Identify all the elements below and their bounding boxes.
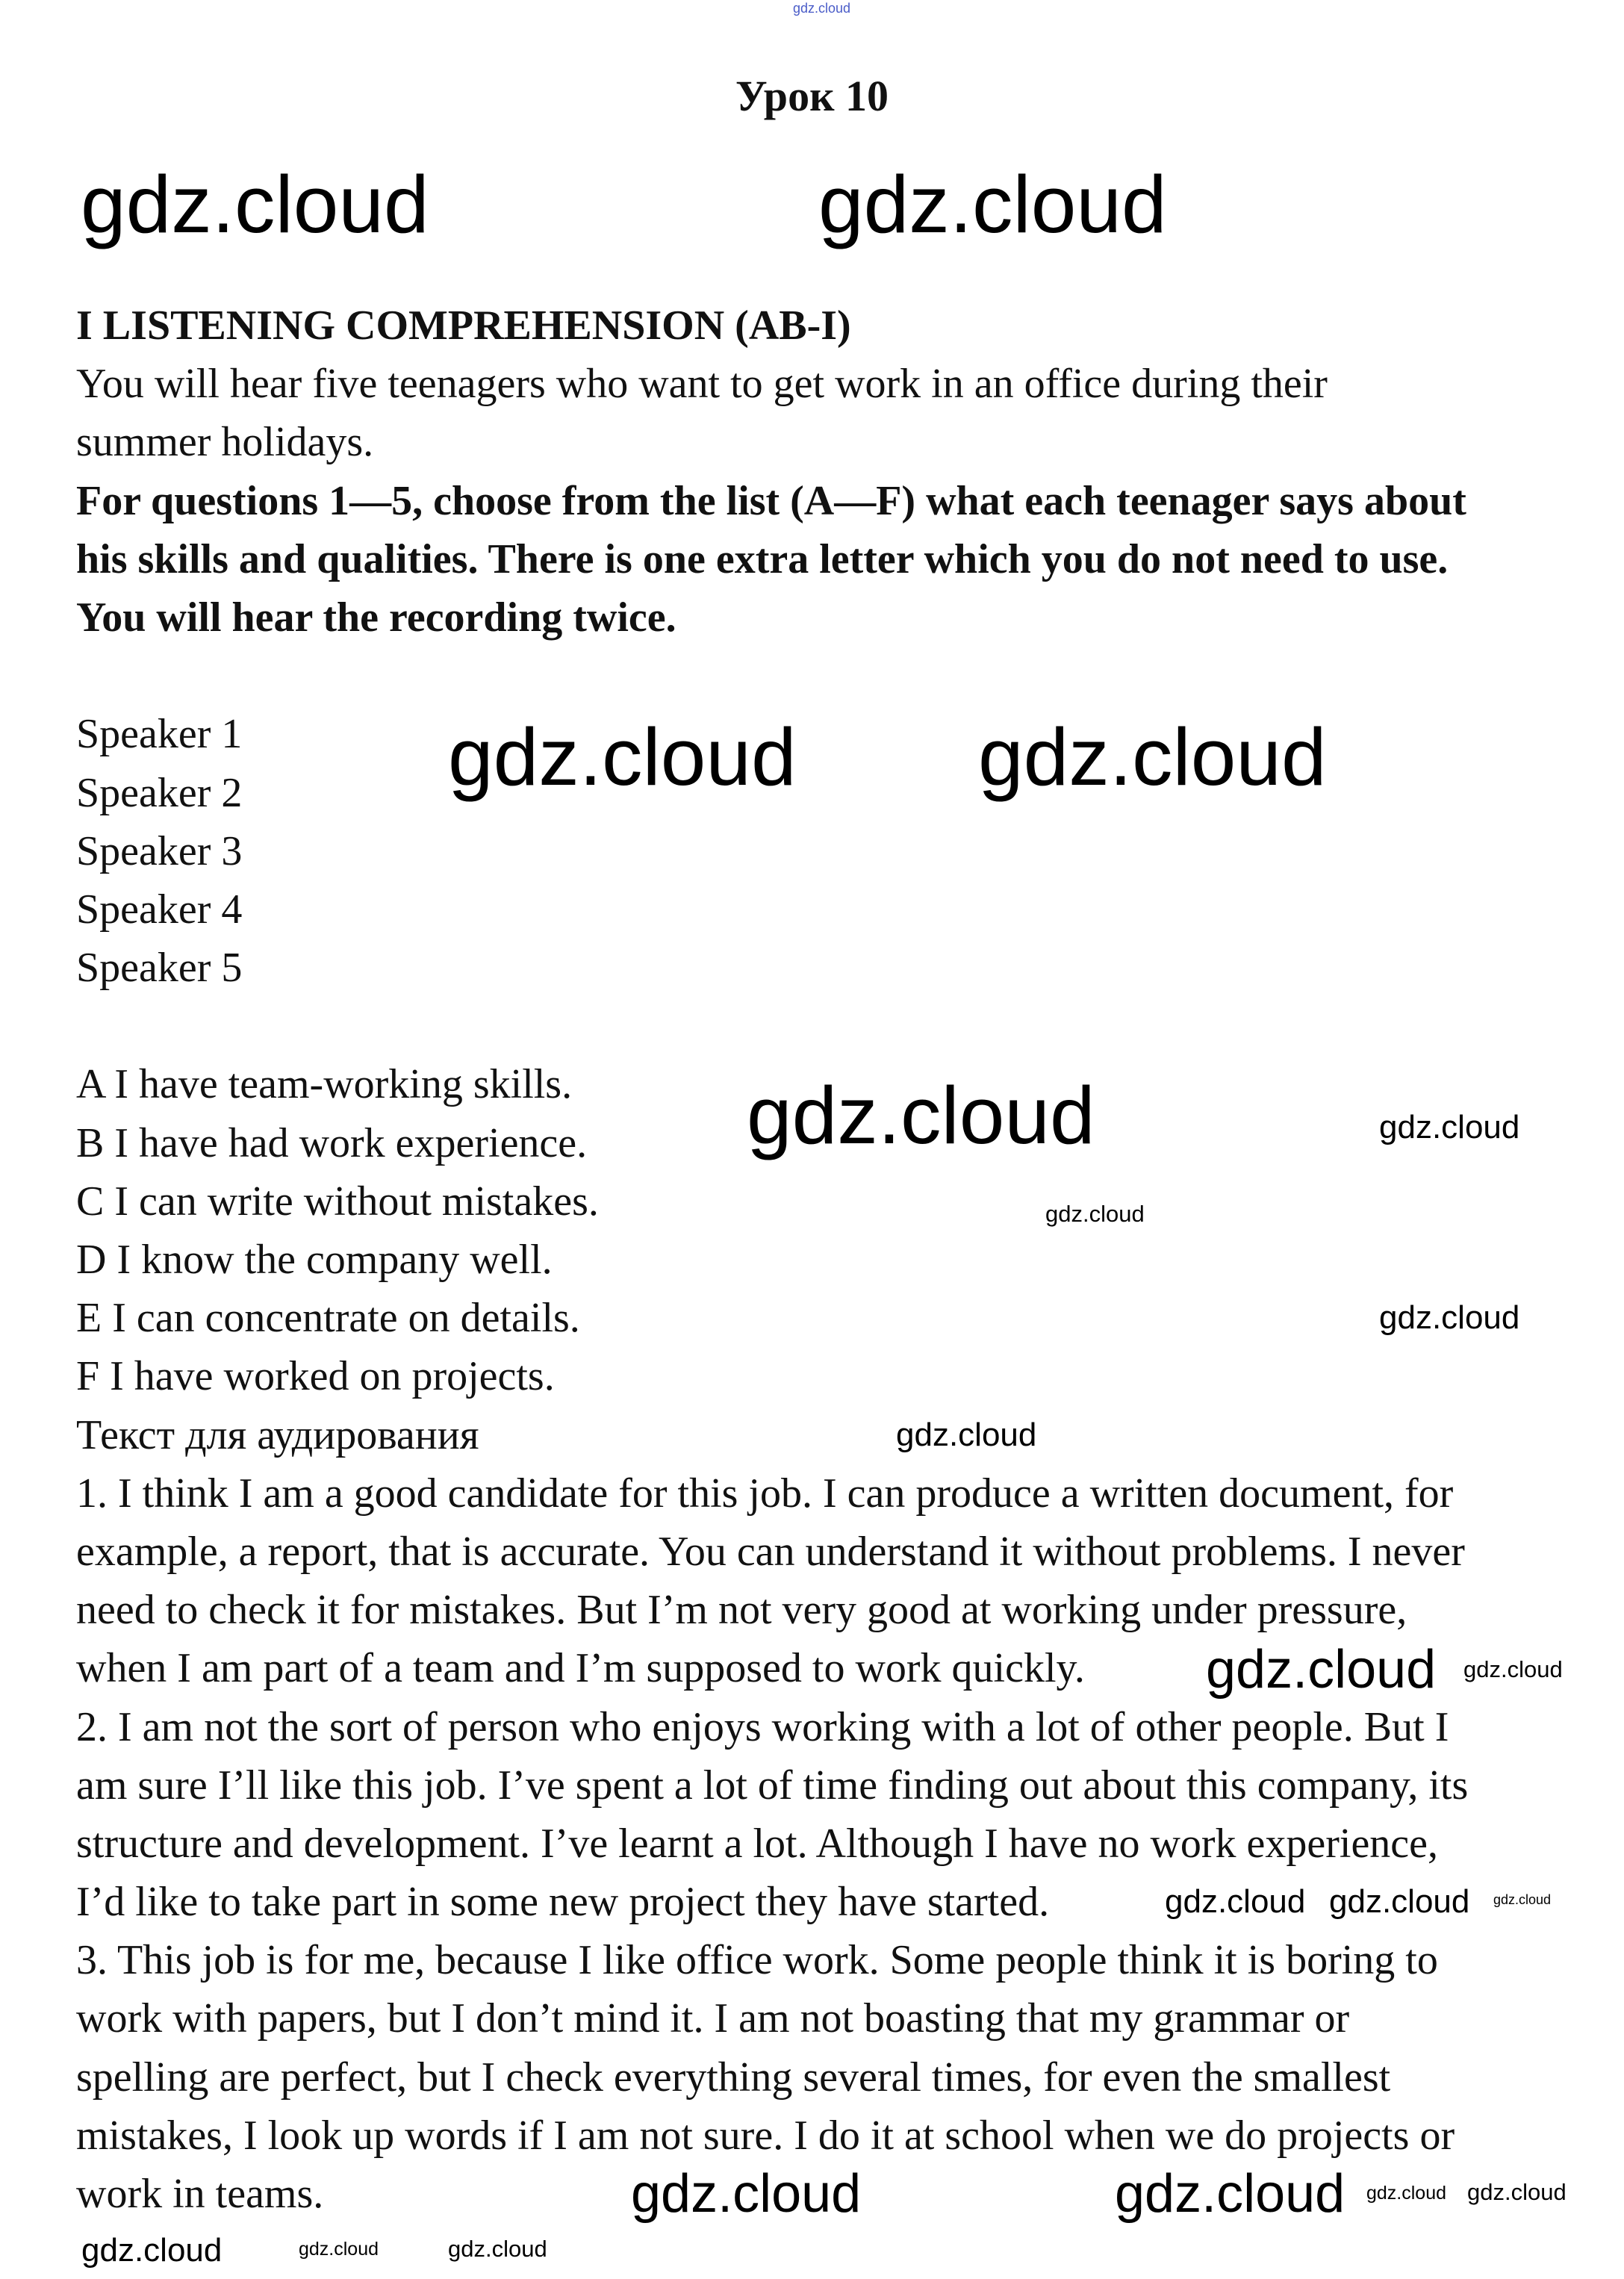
transcript-line: need to check it for mistakes. But I’m not very good at working under pressure, <box>76 1587 1407 1634</box>
option-item: F I have worked on projects. <box>76 1353 555 1400</box>
instruction-line: For questions 1—5, choose from the list (A—F) what each teenager says about <box>76 477 1466 524</box>
speaker-item: Speaker 3 <box>76 827 243 874</box>
transcript-line: spelling are perfect, but I check everything several times, for even the smallest <box>76 2053 1391 2101</box>
option-item: A I have team-working skills. <box>76 1061 573 1108</box>
option-item: B I have had work experience. <box>76 1119 588 1166</box>
option-item: C I can write without mistakes. <box>76 1178 599 1225</box>
transcript-heading: Текст для аудирования <box>76 1411 479 1458</box>
option-item: E I can concentrate on details. <box>76 1295 580 1342</box>
watermark: gdz.cloud <box>747 1070 1095 1161</box>
section-heading: I LISTENING COMPREHENSION (AB-I) <box>76 302 851 349</box>
watermark: gdz.cloud <box>81 159 429 250</box>
instruction-line: You will hear the recording twice. <box>76 594 676 641</box>
transcript-line: 1. I think I am a good candidate for this job. I can produce a written document, for <box>76 1470 1454 1517</box>
document-body <box>76 296 1569 2223</box>
watermark: gdz.cloud <box>1467 2179 1567 2205</box>
watermark: gdz.cloud <box>1206 1640 1437 1700</box>
watermark: gdz.cloud <box>1463 1656 1563 1682</box>
transcript-line: am sure I’ll like this job. I’ve spent a lot of time finding out about this company, its <box>76 1762 1469 1809</box>
transcript-line: 2. I am not the sort of person who enjoys working with a lot of other people. But I <box>76 1703 1449 1750</box>
lesson-title: Урок 10 <box>735 72 889 120</box>
watermark: gdz.cloud <box>896 1417 1037 1453</box>
transcript-line: work with papers, but I don’t mind it. I am not boasting that my grammar or <box>76 1995 1350 2042</box>
speaker-item: Speaker 2 <box>76 769 243 816</box>
watermark: gdz.cloud <box>1115 2164 1345 2224</box>
watermark: gdz.cloud <box>448 2236 547 2262</box>
watermark: gdz.cloud <box>1165 1883 1306 1920</box>
watermark: gdz.cloud <box>1329 1883 1470 1920</box>
speaker-item: Speaker 5 <box>76 945 243 992</box>
transcript-line: I’d like to take part in some new project they have started. <box>76 1879 1050 1926</box>
watermark: gdz.cloud <box>81 2232 223 2269</box>
watermark: gdz.cloud <box>1379 1109 1520 1145</box>
speaker-item: Speaker 4 <box>76 886 243 933</box>
transcript-line: work in teams. <box>76 2171 324 2217</box>
watermark: gdz.cloud <box>978 712 1327 803</box>
transcript-line: 3. This job is for me, because I like office work. Some people think it is boring to <box>76 1937 1438 1984</box>
intro-line: You will hear five teenagers who want to get work in an office during their <box>76 361 1328 408</box>
watermark: gdz.cloud <box>1366 2183 1447 2204</box>
watermark: gdz.cloud <box>448 712 797 803</box>
transcript-line: when I am part of a team and I’m supposed to work quickly. <box>76 1645 1085 1692</box>
watermark: gdz.cloud <box>631 2164 862 2224</box>
watermark: gdz.cloud <box>1493 1892 1552 1907</box>
watermark: gdz.cloud <box>1379 1299 1520 1336</box>
transcript-line: example, a report, that is accurate. You can understand it without problems. I never <box>76 1528 1465 1575</box>
transcript-line: mistakes, I look up words if I am not sure. I do it at school when we do projects or <box>76 2112 1455 2159</box>
watermark: gdz.cloud <box>818 159 1167 250</box>
intro-line: summer holidays. <box>76 419 374 466</box>
instruction-line: his skills and qualities. There is one extra letter which you do not need to use. <box>76 535 1449 582</box>
watermark: gdz.cloud <box>299 2239 379 2260</box>
watermark: gdz.cloud <box>1045 1201 1145 1227</box>
speaker-item: Speaker 1 <box>76 711 243 758</box>
option-item: D I know the company well. <box>76 1237 553 1283</box>
transcript-line: structure and development. I’ve learnt a lot. Although I have no work experience, <box>76 1820 1439 1867</box>
watermark: gdz.cloud <box>793 1 851 16</box>
